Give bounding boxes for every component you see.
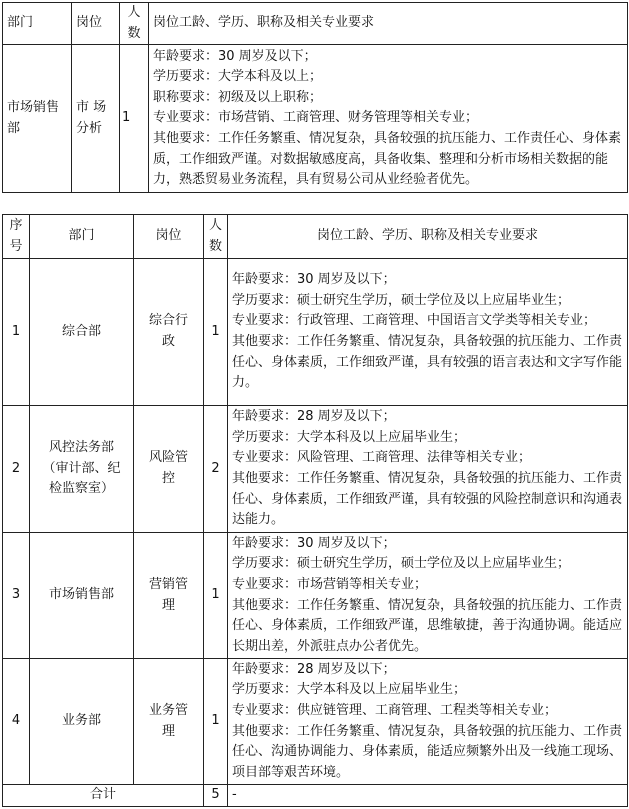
row-post: 综合行政 — [134, 259, 204, 406]
table-row — [3, 533, 628, 659]
table-row — [3, 259, 628, 406]
table2-total-row — [3, 785, 628, 807]
req-line: 学历要求：硕士研究生学历，硕士学位及以上应届毕业生； — [232, 556, 571, 572]
job-table-1 — [2, 2, 628, 193]
row-requirements — [228, 406, 628, 533]
row-post: 营销管理 — [134, 533, 204, 659]
req-line: 年龄要求：28 周岁及以下； — [232, 661, 396, 677]
req-line: 其他要求：工作任务繁重、情况复杂，具备较强的抗压能力、工作责任心、身体素质，工作细致严谨，具有较强的语言表达和文字写作能力。 — [232, 334, 623, 391]
table1-header-row — [3, 3, 628, 45]
table1-row — [3, 45, 628, 193]
req-line: 学历要求：大学本科及以上应届毕业生； — [232, 682, 467, 698]
job-table-2 — [2, 214, 628, 807]
total-label: 合计 — [3, 785, 204, 807]
row-count: 1 — [204, 533, 228, 659]
req-line: 年龄要求：30 周岁及以下； — [232, 272, 396, 288]
row-seq: 1 — [3, 259, 30, 406]
row-post: 业务管理 — [134, 659, 204, 785]
row-dept: 业务部 — [30, 659, 134, 785]
row-count: 1 — [204, 659, 228, 785]
req-line: 年龄要求：28 周岁及以下； — [232, 409, 396, 425]
row-dept: 市场销售部 — [30, 533, 134, 659]
req-line: 专业要求：供应链管理、工商管理、工程类等相关专业； — [232, 702, 558, 718]
table1-count: 1 — [120, 45, 149, 193]
table2-header-row — [3, 215, 628, 259]
row-seq: 2 — [3, 406, 30, 533]
req-line: 专业要求：风险管理、工商管理、法律等相关专业； — [232, 450, 532, 466]
req-line: 学历要求：大学本科及以上应届毕业生； — [232, 429, 467, 445]
row-dept: 综合部 — [30, 259, 134, 406]
req-line: 其他要求：工作任务繁重、情况复杂，具备较强的抗压能力、工作责任心、身体素质，工作细致严谨，思维敏捷，善于沟通协调。能适应长期出差，外派驻点办公者优先。 — [232, 597, 623, 654]
table2-header-dept: 部门 — [30, 215, 134, 259]
table1-header-req: 岗位工龄、学历、职称及相关专业要求 — [149, 3, 628, 45]
row-requirements — [228, 533, 628, 659]
req-line: 职称要求：初级及以上职称； — [153, 89, 323, 105]
row-count: 2 — [204, 406, 228, 533]
table2-header-req: 岗位工龄、学历、职称及相关专业要求 — [228, 215, 628, 259]
req-line: 其他要求：工作任务繁重、情况复杂，具备较强的抗压能力、工作责任心、沟通协调能力、身体素质，能适应频繁外出及一线施工现场、项目部等艰苦环境。 — [232, 723, 623, 780]
req-line: 年龄要求：30 周岁及以下； — [232, 535, 396, 551]
req-line: 专业要求：市场营销、工商管理、财务管理等相关专业； — [153, 110, 479, 126]
table2-header-seq: 序号 — [3, 215, 30, 259]
table2-header-post: 岗位 — [134, 215, 204, 259]
row-seq: 3 — [3, 533, 30, 659]
table-row — [3, 659, 628, 785]
table1-requirements — [149, 45, 628, 193]
req-line: 学历要求：硕士研究生学历，硕士学位及以上应届毕业生； — [232, 292, 571, 308]
table1-dept: 市场销售部 — [3, 45, 72, 193]
table-row — [3, 406, 628, 533]
table1-header-count: 人数 — [120, 3, 149, 45]
table2-header-count: 人数 — [204, 215, 228, 259]
table1-post: 市 场分析 — [72, 45, 120, 193]
req-line: 专业要求：市场营销等相关专业； — [232, 576, 428, 592]
req-line: 年龄要求：30 周岁及以下； — [153, 48, 317, 64]
row-count: 1 — [204, 259, 228, 406]
table1-header-dept: 部门 — [3, 3, 72, 45]
total-count: 5 — [204, 785, 228, 807]
req-line: 专业要求：行政管理、工商管理、中国语言文学类等相关专业； — [232, 313, 597, 329]
row-post: 风险管控 — [134, 406, 204, 533]
total-req: - — [228, 785, 628, 807]
row-dept: 风控法务部（审计部、纪检监察室） — [30, 406, 134, 533]
table1-header-post: 岗位 — [72, 3, 120, 45]
req-line: 其他要求：工作任务繁重、情况复杂，具备较强的抗压能力、工作责任心、身体素质，工作细致严谨，具有较强的风险控制意识和沟通表达能力。 — [232, 471, 623, 528]
req-line: 其他要求：工作任务繁重、情况复杂，具备较强的抗压能力、工作责任心、身体素质，工作细致严谨。对数据敏感度高，具备收集、整理和分析市场相关数据的能力，熟悉贸易业务流程，具有贸易公司从业经验者优先。 — [153, 130, 622, 188]
row-requirements — [228, 659, 628, 785]
req-line: 学历要求：大学本科及以上； — [153, 69, 323, 85]
row-requirements — [228, 259, 628, 406]
row-seq: 4 — [3, 659, 30, 785]
